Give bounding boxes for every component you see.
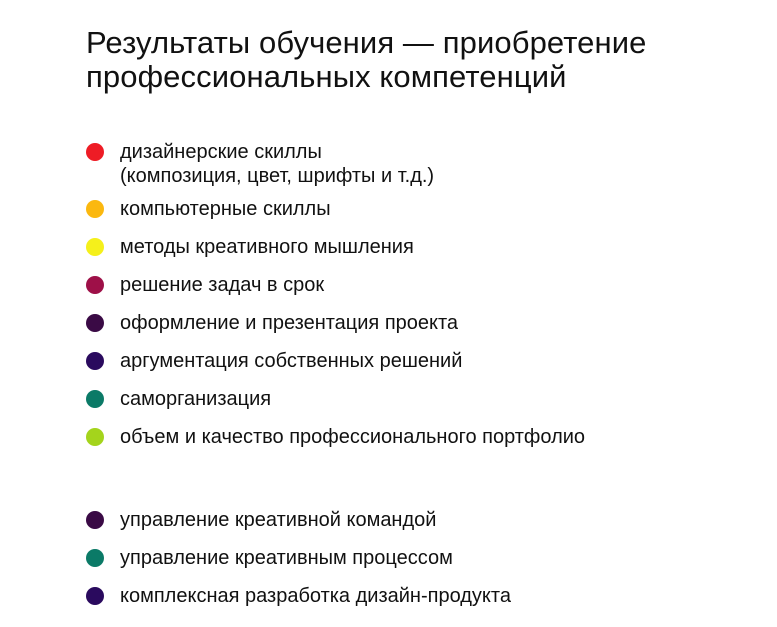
- list-item-label: [120, 235, 414, 259]
- list-item: [86, 508, 766, 532]
- list-item-line: оформление и презентация проекта: [120, 312, 459, 334]
- list-item-label: [120, 349, 462, 373]
- list-item: [86, 425, 766, 449]
- bullet-dot: [86, 314, 104, 332]
- list-item-label: [120, 387, 271, 411]
- bullet-dot: [86, 549, 104, 567]
- list-item: [86, 140, 766, 188]
- list-item: [86, 197, 766, 221]
- list-item-line: дизайнерские скиллы: [120, 141, 322, 163]
- list-item-line: саморганизация: [120, 388, 272, 410]
- list-item-line: управление креативной командой: [120, 509, 437, 531]
- bullet-dot: [86, 238, 104, 256]
- list-item-label: [120, 311, 458, 335]
- list-item-line: комплексная разработка дизайн-продукта: [120, 585, 511, 607]
- list-item-label: [120, 273, 324, 297]
- bullet-dot: [86, 390, 104, 408]
- list-item-label: [120, 584, 511, 608]
- list-item-label: [120, 546, 453, 570]
- page-title: [86, 26, 647, 94]
- list-item-line: аргументация собственных решений: [120, 350, 463, 372]
- list-item-label: [120, 508, 436, 532]
- list-item-line: методы креативного мышления: [120, 236, 414, 258]
- list-item: [86, 311, 766, 335]
- bullet-dot: [86, 428, 104, 446]
- list-item: [86, 584, 766, 608]
- bullet-dot: [86, 511, 104, 529]
- list-item-line: компьютерные скиллы: [120, 198, 331, 220]
- list-item: [86, 235, 766, 259]
- list-item: [86, 387, 766, 411]
- list-item: [86, 546, 766, 570]
- bullet-dot: [86, 587, 104, 605]
- bullet-dot: [86, 200, 104, 218]
- list-item-line: объем и качество профессионального портфолио: [120, 426, 586, 448]
- title-line-2: профессиональных компетенций: [86, 59, 567, 94]
- list-item-line: управление креативным процессом: [120, 547, 453, 569]
- list-item: [86, 273, 766, 297]
- list-item: [86, 349, 766, 373]
- list-item-label: [120, 197, 331, 221]
- bullet-dot: [86, 143, 104, 161]
- list-item-line: решение задач в срок: [120, 274, 325, 296]
- list-item-line: (композиция, цвет, шрифты и т.д.): [120, 165, 435, 187]
- bullet-dot: [86, 352, 104, 370]
- bullet-dot: [86, 276, 104, 294]
- title-line-1: Результаты обучения — приобретение: [86, 25, 647, 60]
- list-item-label: [120, 140, 434, 188]
- list-item-label: [120, 425, 585, 449]
